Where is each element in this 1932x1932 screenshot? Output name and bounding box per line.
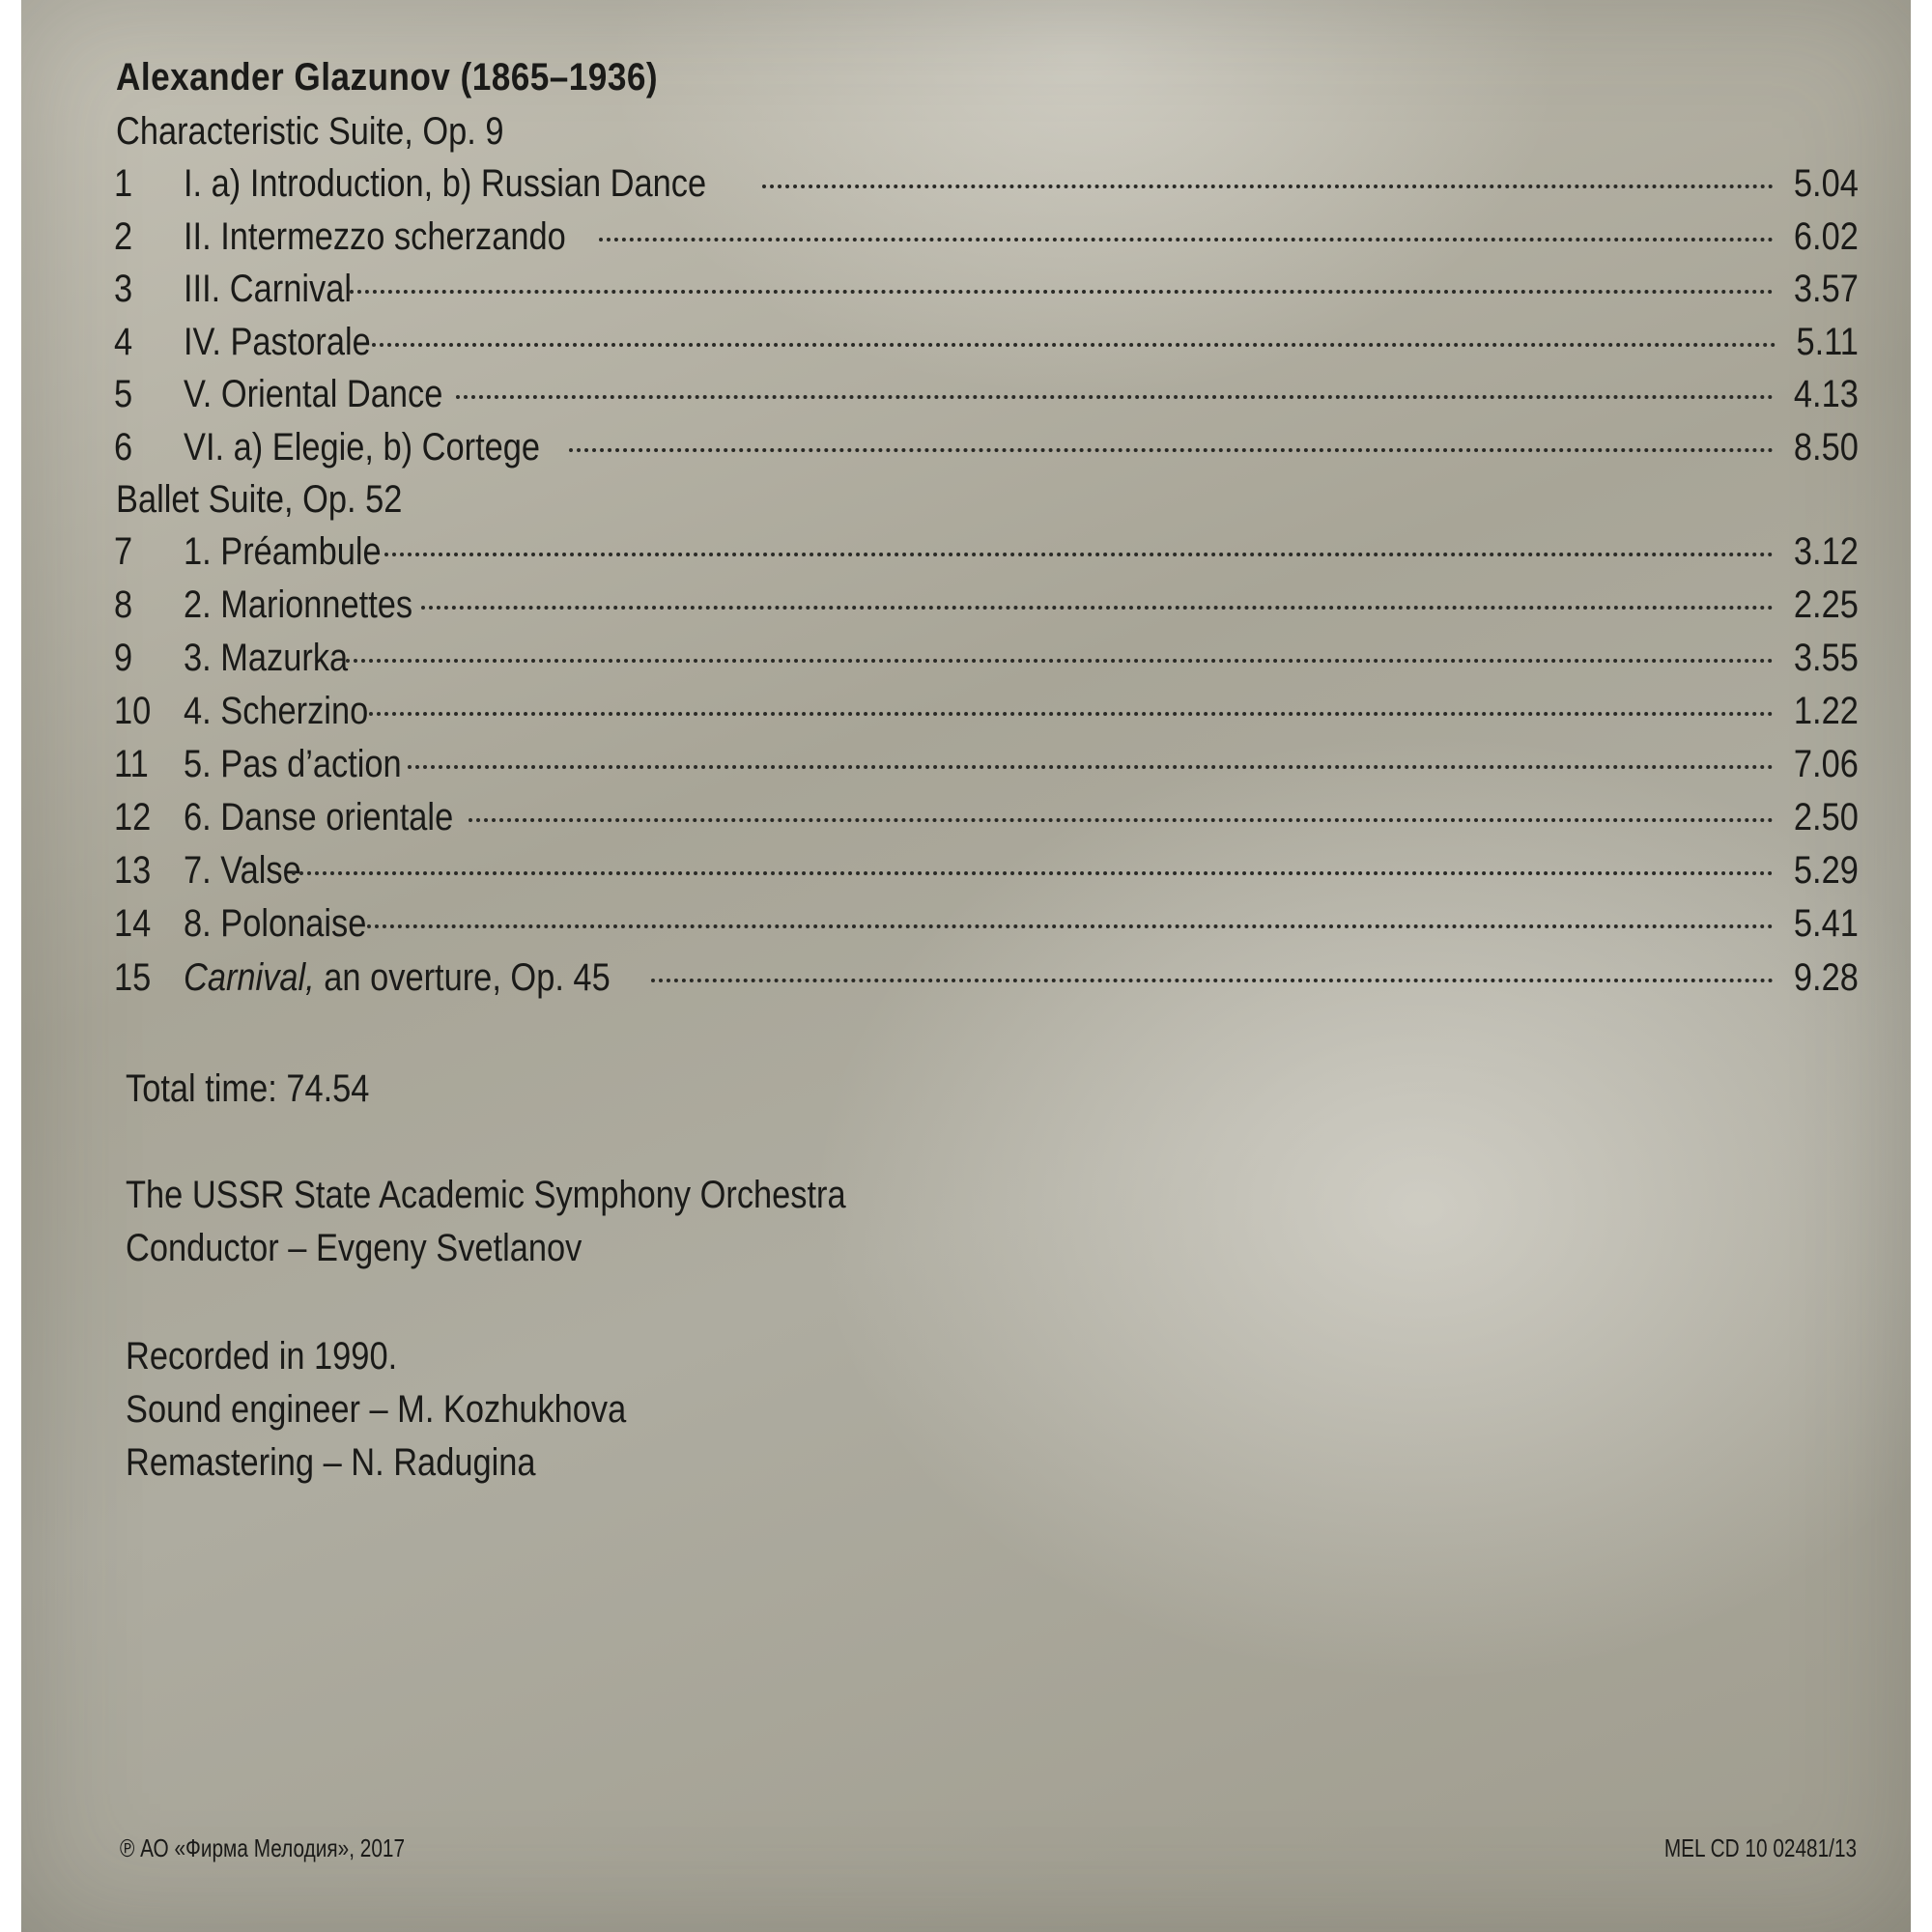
dot-leader — [367, 924, 1774, 928]
remastering-credit: Remastering – N. Radugina — [126, 1441, 536, 1484]
track-number: 12 — [114, 796, 152, 838]
track-title: III. Carnival — [184, 268, 352, 310]
track-duration: 5.11 — [1796, 321, 1859, 363]
track-duration: 5.41 — [1794, 902, 1859, 945]
track-duration: 6.02 — [1794, 215, 1859, 258]
track-row — [114, 583, 1859, 634]
track-duration: 9.28 — [1794, 956, 1859, 999]
conductor-credit: Conductor – Evgeny Svetlanov — [126, 1227, 582, 1269]
track-duration: 8.50 — [1794, 426, 1859, 469]
dot-leader — [408, 765, 1774, 769]
dot-leader — [762, 185, 1774, 188]
track-duration: 1.22 — [1794, 690, 1859, 732]
catalog-number: MEL CD 10 02481/13 — [1663, 1833, 1857, 1862]
track-row — [114, 268, 1859, 318]
dot-leader — [292, 871, 1775, 875]
track-title: VI. a) Elegie, b) Cortege — [184, 426, 541, 469]
track-duration: 2.50 — [1794, 796, 1859, 838]
work-title-ballet-suite: Ballet Suite, Op. 52 — [116, 478, 403, 521]
track-number: 15 — [114, 956, 152, 999]
track-title — [184, 956, 611, 1000]
track-duration: 2.25 — [1794, 583, 1859, 626]
dot-leader — [369, 712, 1774, 716]
track-duration: 5.04 — [1794, 162, 1859, 205]
track-duration: 4.13 — [1794, 373, 1859, 415]
track-title: IV. Pastorale — [184, 321, 371, 363]
track-title: 2. Marionnettes — [184, 583, 413, 626]
track-row — [114, 321, 1859, 371]
dot-leader — [372, 343, 1776, 347]
dot-leader — [651, 979, 1775, 982]
work-title-characteristic-suite: Characteristic Suite, Op. 9 — [116, 110, 504, 153]
track-row — [114, 796, 1859, 846]
track-duration: 7.06 — [1794, 743, 1859, 785]
track-title-italic: Carnival, — [184, 956, 315, 999]
track-number: 6 — [114, 426, 133, 469]
track-title: 7. Valse — [184, 849, 301, 892]
track-row — [114, 956, 1859, 1007]
track-row — [114, 162, 1859, 213]
track-row — [114, 637, 1859, 687]
track-title: 4. Scherzino — [184, 690, 369, 732]
track-row — [114, 215, 1859, 266]
track-title: 5. Pas d’action — [184, 743, 402, 785]
track-row — [114, 743, 1859, 793]
track-title: 8. Polonaise — [184, 902, 367, 945]
total-time: Total time: 74.54 — [126, 1067, 370, 1110]
dot-leader — [456, 395, 1774, 399]
cd-booklet-page — [21, 0, 1911, 1932]
track-number: 10 — [114, 690, 152, 732]
dot-leader — [599, 238, 1774, 242]
track-number: 5 — [114, 373, 133, 415]
track-title: 1. Préambule — [184, 530, 382, 573]
track-number: 1 — [114, 162, 133, 205]
track-row — [114, 849, 1859, 899]
track-row — [114, 690, 1859, 740]
track-row — [114, 426, 1859, 476]
track-number: 7 — [114, 530, 133, 573]
track-row — [114, 902, 1859, 952]
track-title: V. Oriental Dance — [184, 373, 443, 415]
track-row — [114, 530, 1859, 581]
dot-leader — [569, 448, 1774, 452]
track-number: 3 — [114, 268, 133, 310]
track-number: 2 — [114, 215, 133, 258]
dot-leader — [469, 818, 1774, 822]
track-title: 6. Danse orientale — [184, 796, 454, 838]
track-number: 9 — [114, 637, 133, 679]
track-number: 11 — [114, 743, 149, 785]
track-number: 13 — [114, 849, 152, 892]
track-title: I. a) Introduction, b) Russian Dance — [184, 162, 707, 205]
track-title-rest: an overture, Op. 45 — [314, 956, 611, 999]
dot-leader — [421, 606, 1774, 610]
track-title: 3. Mazurka — [184, 637, 349, 679]
track-duration: 5.29 — [1794, 849, 1859, 892]
dot-leader — [350, 290, 1774, 294]
track-duration: 3.57 — [1794, 268, 1859, 310]
track-number: 4 — [114, 321, 133, 363]
track-number: 14 — [114, 902, 152, 945]
track-duration: 3.12 — [1794, 530, 1859, 573]
recorded-year: Recorded in 1990. — [126, 1335, 398, 1378]
track-title: II. Intermezzo scherzando — [184, 215, 566, 258]
copyright-notice: ℗ АО «Фирма Мелодия», 2017 — [120, 1833, 406, 1862]
track-number: 8 — [114, 583, 133, 626]
composer-heading: Alexander Glazunov (1865–1936) — [116, 56, 659, 99]
track-row — [114, 373, 1859, 423]
sound-engineer-credit: Sound engineer – M. Kozhukhova — [126, 1388, 627, 1431]
dot-leader — [384, 553, 1774, 556]
orchestra-credit: The USSR State Academic Symphony Orchestra — [126, 1174, 846, 1216]
dot-leader — [346, 659, 1774, 663]
track-duration: 3.55 — [1794, 637, 1859, 679]
